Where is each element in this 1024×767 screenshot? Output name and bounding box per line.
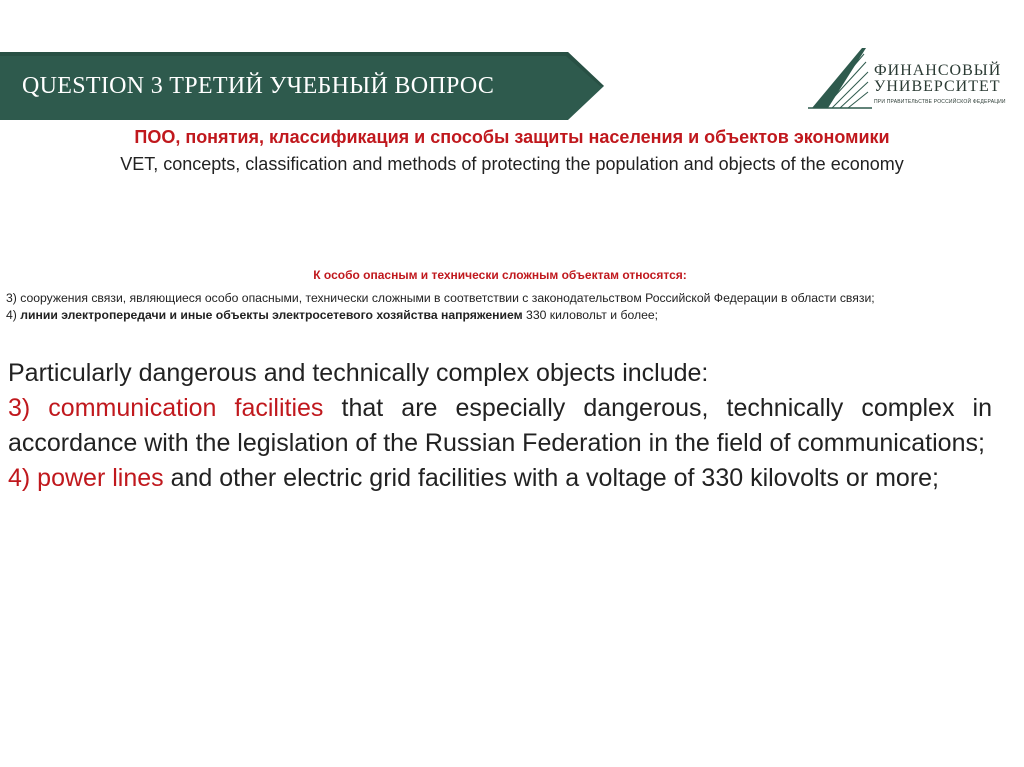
russian-section-heading: К особо опасным и технически сложным объектам относятся: (313, 268, 687, 282)
university-logo (808, 44, 1008, 112)
english-item-4-highlight: 4) power lines (8, 464, 164, 492)
english-item-4-rest: and other electric grid facilities with a voltage of 330 kilovolts or more; (163, 464, 940, 492)
subtitle-english: VET, concepts, classification and methods of protecting the population and objects of the economy (120, 154, 904, 174)
english-item-3-highlight: 3) communication facilities (8, 394, 324, 422)
logo-line-1: ФИНАНСОВЫЙ (874, 62, 1002, 79)
russian-item-4 (6, 307, 992, 324)
logo-line-3: ПРИ ПРАВИТЕЛЬСТВЕ РОССИЙСКОЙ ФЕДЕРАЦИИ (874, 99, 1006, 105)
english-item-4 (8, 461, 992, 496)
title-banner (0, 44, 606, 128)
russian-item-4-prefix: 4) (6, 308, 21, 322)
english-section-body (8, 356, 992, 496)
page-title: QUESTION 3 ТРЕТИЙ УЧЕБНЫЙ ВОПРОС (22, 73, 495, 99)
subtitle-russian: ПОО, понятия, классификация и способы защиты населения и объектов экономики (134, 127, 890, 147)
english-section-heading: Particularly dangerous and technically complex objects include: (8, 359, 709, 387)
english-item-3 (8, 391, 992, 461)
russian-item-4-rest: 330 киловольт и более; (522, 308, 659, 322)
logo-emblem-icon (808, 44, 872, 112)
russian-item-3: 3) сооружения связи, являющиеся особо опасными, технически сложными в соответствии с законодательством Российской Федерации в области связи; (6, 291, 875, 305)
russian-item-4-bold: линии электропередачи и иные объекты электросетевого хозяйства напряжением (20, 308, 523, 322)
english-item-3-rest: that are especially dangerous, technically complex in accordance with the legislation of the Russian Federation in the field of communications; (8, 394, 992, 457)
russian-section-body (6, 290, 992, 324)
logo-line-2: УНИВЕРСИТЕТ (874, 78, 1001, 95)
